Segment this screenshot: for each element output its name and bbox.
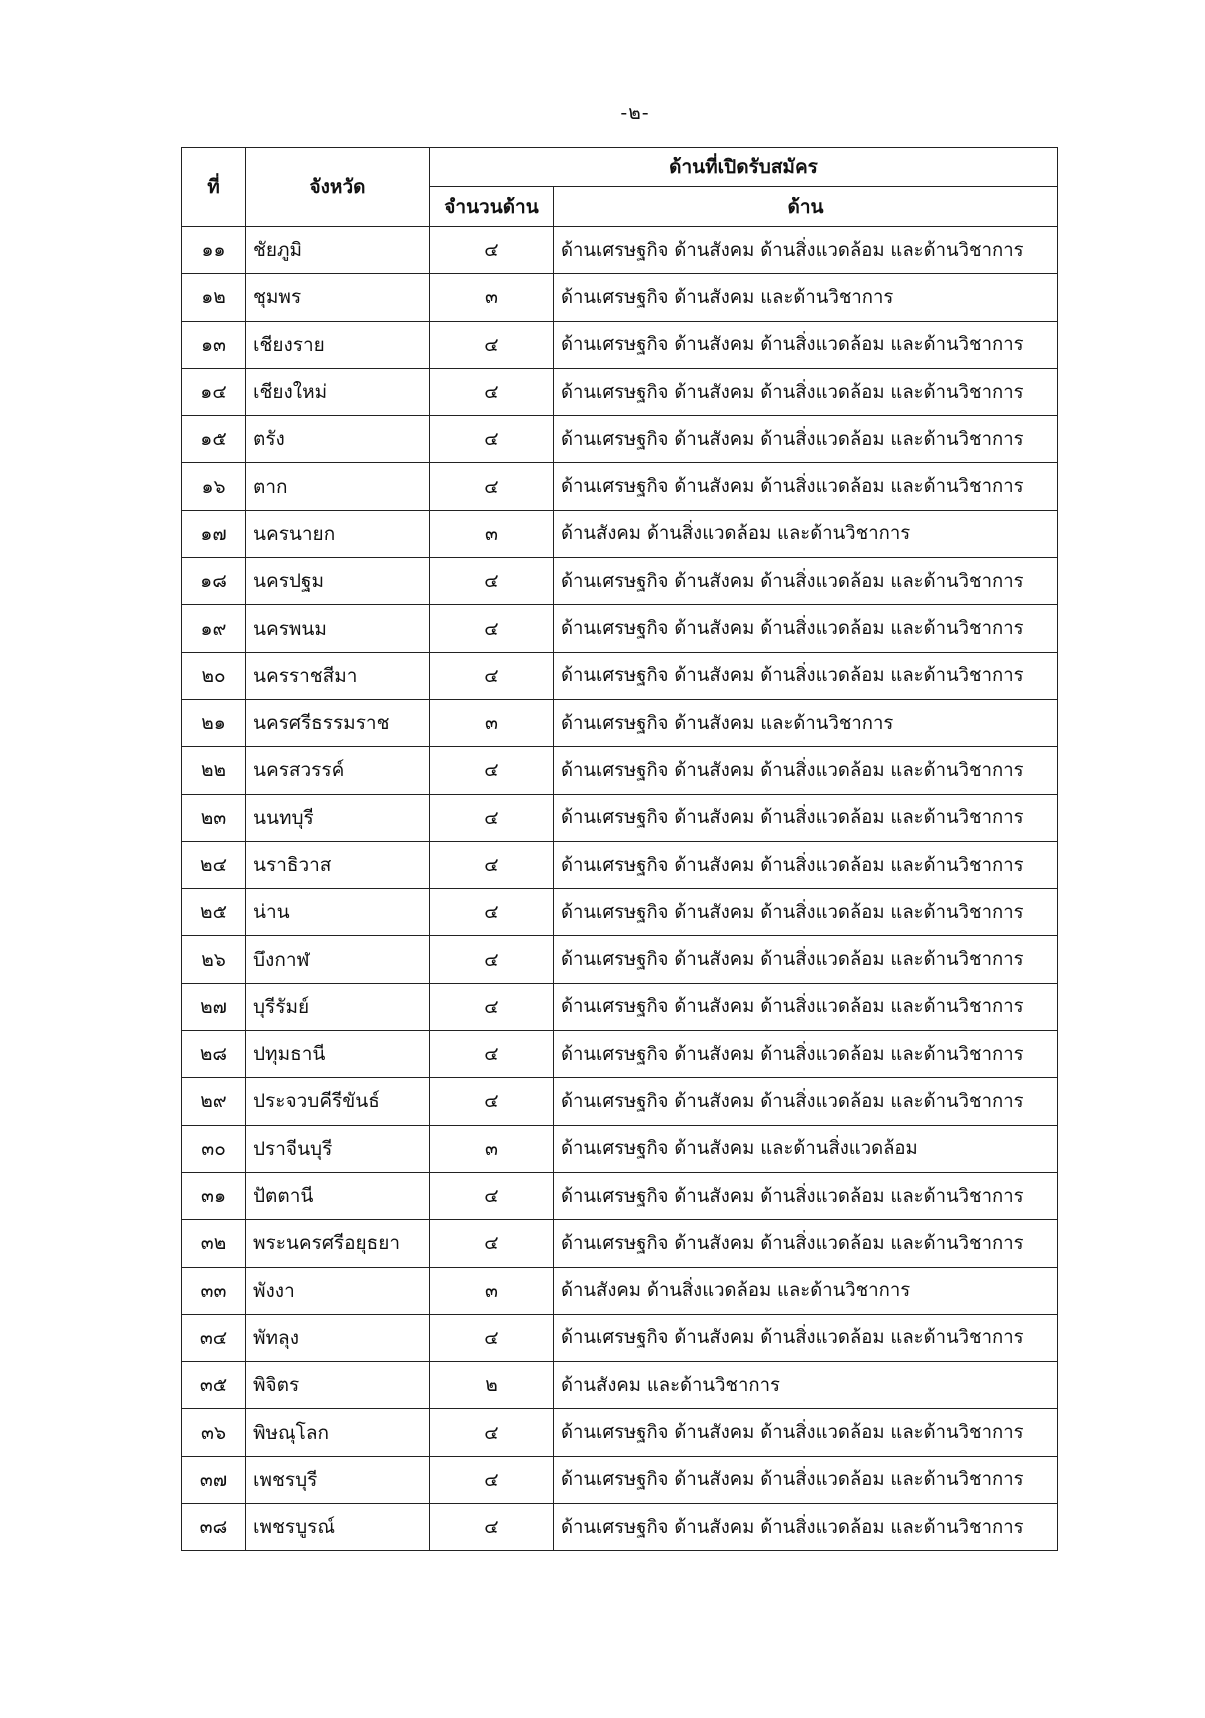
province-name: นนทบุรี [246, 794, 430, 841]
row-number: ๑๒ [182, 274, 246, 321]
table-row [182, 1456, 1058, 1503]
table-row [182, 983, 1058, 1030]
province-table [181, 147, 1058, 1551]
field-list: ด้านเศรษฐกิจ ด้านสังคม ด้านสิ่งแวดล้อม และด้านวิชาการ [554, 558, 1058, 605]
field-list: ด้านเศรษฐกิจ ด้านสังคม และด้านวิชาการ [554, 699, 1058, 746]
field-list: ด้านเศรษฐกิจ ด้านสังคม ด้านสิ่งแวดล้อม และด้านวิชาการ [554, 983, 1058, 1030]
field-list: ด้านเศรษฐกิจ ด้านสังคม ด้านสิ่งแวดล้อม และด้านวิชาการ [554, 1314, 1058, 1361]
row-number: ๓๓ [182, 1267, 246, 1314]
table-row [182, 1031, 1058, 1078]
field-list: ด้านเศรษฐกิจ ด้านสังคม ด้านสิ่งแวดล้อม และด้านวิชาการ [554, 368, 1058, 415]
row-number: ๑๗ [182, 510, 246, 557]
table-row [182, 1409, 1058, 1456]
field-count: ๔ [430, 368, 554, 415]
province-name: ชัยภูมิ [246, 227, 430, 274]
province-name: นครสวรรค์ [246, 747, 430, 794]
row-number: ๓๑ [182, 1172, 246, 1219]
field-list: ด้านเศรษฐกิจ ด้านสังคม และด้านสิ่งแวดล้อม [554, 1125, 1058, 1172]
field-count: ๔ [430, 605, 554, 652]
province-name: นราธิวาส [246, 841, 430, 888]
field-count: ๔ [430, 321, 554, 368]
field-count: ๔ [430, 652, 554, 699]
table-row [182, 747, 1058, 794]
row-number: ๒๘ [182, 1031, 246, 1078]
field-count: ๓ [430, 510, 554, 557]
row-number: ๓๘ [182, 1504, 246, 1551]
table-row [182, 227, 1058, 274]
table-row [182, 1314, 1058, 1361]
header-count: จำนวนด้าน [430, 187, 554, 227]
field-count: ๓ [430, 699, 554, 746]
table-row [182, 321, 1058, 368]
field-count: ๔ [430, 794, 554, 841]
province-name: น่าน [246, 889, 430, 936]
row-number: ๑๕ [182, 416, 246, 463]
table-row [182, 936, 1058, 983]
row-number: ๒๑ [182, 699, 246, 746]
row-number: ๓๗ [182, 1456, 246, 1503]
field-list: ด้านเศรษฐกิจ ด้านสังคม ด้านสิ่งแวดล้อม และด้านวิชาการ [554, 1456, 1058, 1503]
province-name: นครพนม [246, 605, 430, 652]
province-name: บุรีรัมย์ [246, 983, 430, 1030]
field-count: ๔ [430, 227, 554, 274]
table-row [182, 1362, 1058, 1409]
field-count: ๔ [430, 1314, 554, 1361]
field-count: ๒ [430, 1362, 554, 1409]
field-count: ๔ [430, 1220, 554, 1267]
header-province: จังหวัด [246, 148, 430, 227]
field-count: ๔ [430, 463, 554, 510]
field-list: ด้านเศรษฐกิจ ด้านสังคม ด้านสิ่งแวดล้อม และด้านวิชาการ [554, 321, 1058, 368]
table-header [182, 148, 1058, 227]
field-list: ด้านเศรษฐกิจ ด้านสังคม ด้านสิ่งแวดล้อม และด้านวิชาการ [554, 1504, 1058, 1551]
table-row [182, 652, 1058, 699]
table-row [182, 510, 1058, 557]
province-name: ปทุมธานี [246, 1031, 430, 1078]
table-row [182, 1125, 1058, 1172]
province-name: เชียงใหม่ [246, 368, 430, 415]
province-name: ชุมพร [246, 274, 430, 321]
field-list: ด้านเศรษฐกิจ ด้านสังคม ด้านสิ่งแวดล้อม และด้านวิชาการ [554, 605, 1058, 652]
field-list: ด้านเศรษฐกิจ ด้านสังคม ด้านสิ่งแวดล้อม และด้านวิชาการ [554, 1078, 1058, 1125]
province-name: เพชรบูรณ์ [246, 1504, 430, 1551]
field-count: ๓ [430, 1125, 554, 1172]
table-row [182, 1267, 1058, 1314]
table-row [182, 558, 1058, 605]
province-name: นครราชสีมา [246, 652, 430, 699]
table-row [182, 794, 1058, 841]
field-list: ด้านเศรษฐกิจ ด้านสังคม ด้านสิ่งแวดล้อม และด้านวิชาการ [554, 841, 1058, 888]
field-count: ๔ [430, 1172, 554, 1219]
field-count: ๔ [430, 558, 554, 605]
field-list: ด้านเศรษฐกิจ ด้านสังคม และด้านวิชาการ [554, 274, 1058, 321]
field-count: ๔ [430, 747, 554, 794]
page-number: -๒- [620, 102, 650, 124]
field-list: ด้านสังคม ด้านสิ่งแวดล้อม และด้านวิชาการ [554, 1267, 1058, 1314]
field-count: ๓ [430, 1267, 554, 1314]
field-count: ๔ [430, 983, 554, 1030]
table-row [182, 274, 1058, 321]
province-name: พิษณุโลก [246, 1409, 430, 1456]
field-list: ด้านเศรษฐกิจ ด้านสังคม ด้านสิ่งแวดล้อม และด้านวิชาการ [554, 794, 1058, 841]
table-row [182, 1504, 1058, 1551]
province-name: เพชรบุรี [246, 1456, 430, 1503]
field-count: ๔ [430, 1031, 554, 1078]
table-row [182, 699, 1058, 746]
province-name: นครศรีธรรมราช [246, 699, 430, 746]
field-list: ด้านเศรษฐกิจ ด้านสังคม ด้านสิ่งแวดล้อม และด้านวิชาการ [554, 227, 1058, 274]
row-number: ๑๔ [182, 368, 246, 415]
field-list: ด้านเศรษฐกิจ ด้านสังคม ด้านสิ่งแวดล้อม และด้านวิชาการ [554, 1172, 1058, 1219]
header-no: ที่ [182, 148, 246, 227]
row-number: ๒๖ [182, 936, 246, 983]
field-list: ด้านเศรษฐกิจ ด้านสังคม ด้านสิ่งแวดล้อม และด้านวิชาการ [554, 889, 1058, 936]
table-row [182, 1078, 1058, 1125]
row-number: ๒๒ [182, 747, 246, 794]
field-list: ด้านสังคม ด้านสิ่งแวดล้อม และด้านวิชาการ [554, 510, 1058, 557]
field-count: ๔ [430, 841, 554, 888]
field-list: ด้านเศรษฐกิจ ด้านสังคม ด้านสิ่งแวดล้อม และด้านวิชาการ [554, 747, 1058, 794]
field-list: ด้านเศรษฐกิจ ด้านสังคม ด้านสิ่งแวดล้อม และด้านวิชาการ [554, 936, 1058, 983]
row-number: ๓๐ [182, 1125, 246, 1172]
field-count: ๔ [430, 936, 554, 983]
table-body [182, 227, 1058, 1551]
row-number: ๒๔ [182, 841, 246, 888]
field-list: ด้านเศรษฐกิจ ด้านสังคม ด้านสิ่งแวดล้อม และด้านวิชาการ [554, 1220, 1058, 1267]
table-row [182, 1172, 1058, 1219]
header-group: ด้านที่เปิดรับสมัคร [430, 148, 1058, 187]
province-name: พังงา [246, 1267, 430, 1314]
row-number: ๑๖ [182, 463, 246, 510]
row-number: ๒๓ [182, 794, 246, 841]
province-name: พระนครศรีอยุธยา [246, 1220, 430, 1267]
row-number: ๑๘ [182, 558, 246, 605]
row-number: ๒๗ [182, 983, 246, 1030]
province-name: ประจวบคีรีขันธ์ [246, 1078, 430, 1125]
table-row [182, 463, 1058, 510]
row-number: ๑๙ [182, 605, 246, 652]
field-count: ๔ [430, 416, 554, 463]
table-row [182, 416, 1058, 463]
field-list: ด้านเศรษฐกิจ ด้านสังคม ด้านสิ่งแวดล้อม และด้านวิชาการ [554, 1031, 1058, 1078]
field-list: ด้านเศรษฐกิจ ด้านสังคม ด้านสิ่งแวดล้อม และด้านวิชาการ [554, 652, 1058, 699]
table-row [182, 1220, 1058, 1267]
province-name: เชียงราย [246, 321, 430, 368]
table-row [182, 841, 1058, 888]
field-count: ๔ [430, 1078, 554, 1125]
province-name: ตาก [246, 463, 430, 510]
header-fields: ด้าน [554, 187, 1058, 227]
field-list: ด้านเศรษฐกิจ ด้านสังคม ด้านสิ่งแวดล้อม และด้านวิชาการ [554, 1409, 1058, 1456]
table-row [182, 368, 1058, 415]
row-number: ๒๙ [182, 1078, 246, 1125]
table-row [182, 889, 1058, 936]
row-number: ๓๕ [182, 1362, 246, 1409]
row-number: ๓๖ [182, 1409, 246, 1456]
province-name: พัทลุง [246, 1314, 430, 1361]
field-list: ด้านสังคม และด้านวิชาการ [554, 1362, 1058, 1409]
province-name: นครนายก [246, 510, 430, 557]
field-count: ๔ [430, 1456, 554, 1503]
row-number: ๓๒ [182, 1220, 246, 1267]
row-number: ๒๕ [182, 889, 246, 936]
province-name: ปราจีนบุรี [246, 1125, 430, 1172]
row-number: ๓๔ [182, 1314, 246, 1361]
field-count: ๔ [430, 889, 554, 936]
province-name: บึงกาฬ [246, 936, 430, 983]
field-count: ๔ [430, 1504, 554, 1551]
field-count: ๔ [430, 1409, 554, 1456]
province-name: พิจิตร [246, 1362, 430, 1409]
table-row [182, 605, 1058, 652]
province-name: ตรัง [246, 416, 430, 463]
row-number: ๒๐ [182, 652, 246, 699]
field-count: ๓ [430, 274, 554, 321]
field-list: ด้านเศรษฐกิจ ด้านสังคม ด้านสิ่งแวดล้อม และด้านวิชาการ [554, 416, 1058, 463]
row-number: ๑๓ [182, 321, 246, 368]
field-list: ด้านเศรษฐกิจ ด้านสังคม ด้านสิ่งแวดล้อม และด้านวิชาการ [554, 463, 1058, 510]
province-name: นครปฐม [246, 558, 430, 605]
province-name: ปัตตานี [246, 1172, 430, 1219]
row-number: ๑๑ [182, 227, 246, 274]
